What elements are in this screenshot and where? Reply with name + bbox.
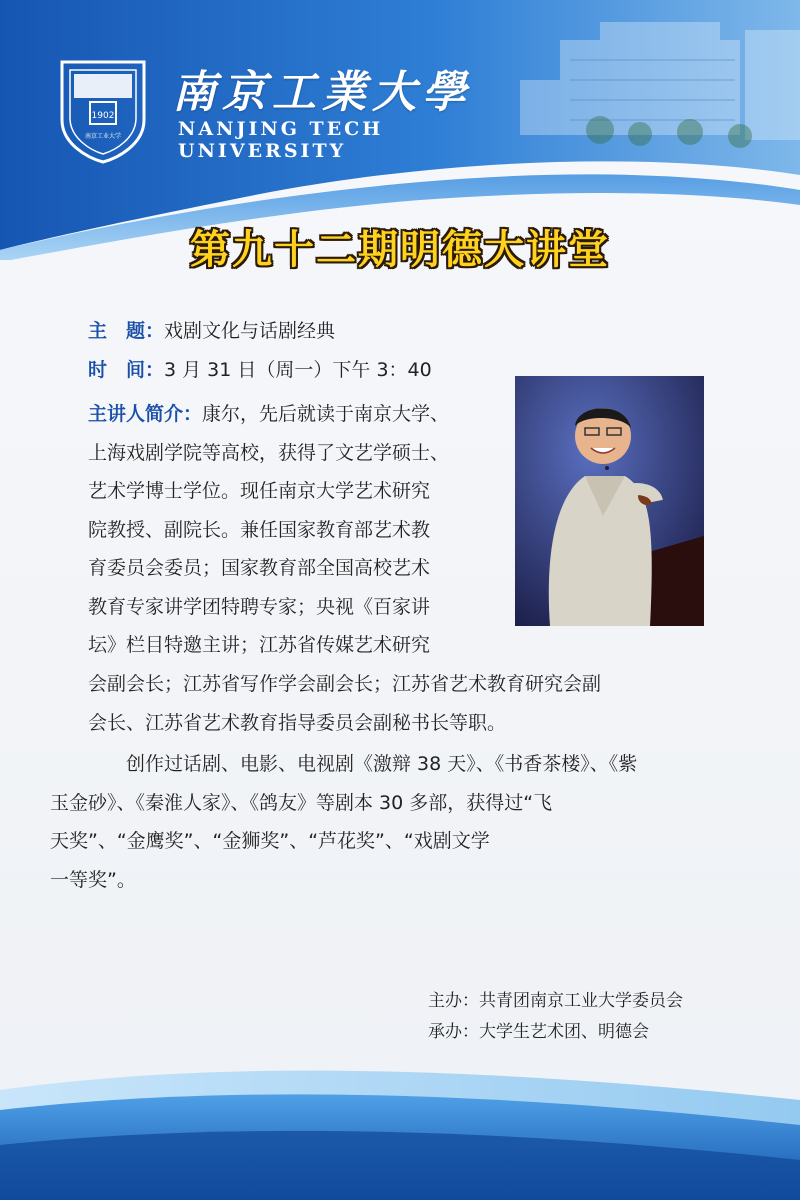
lecture-title: 第九十二期明德大讲堂	[190, 227, 610, 273]
bio-line: 坛》栏目特邀主讲；江苏省传媒艺术研究	[88, 634, 431, 656]
university-emblem-icon	[58, 58, 148, 164]
time-row	[88, 355, 432, 382]
bio-line: 主讲人简介：康尔，先后就读于南京大学、	[88, 403, 450, 425]
time-value: 3 月 31 日（周一）下午 3：40	[164, 359, 432, 381]
footer-background	[0, 1040, 800, 1200]
university-name-cn: 南京工業大學	[172, 67, 472, 118]
bio-line: 上海戏剧学院等高校，获得了文艺学硕士、	[88, 441, 450, 464]
svg-text:南京工业大学: 南京工业大学	[84, 133, 122, 140]
works-line: 一等奖”。	[50, 868, 136, 891]
bio-line: 艺术学博士学位。现任南京大学艺术研究	[88, 480, 431, 502]
bio-line: 育委员会委员；国家教育部全国高校艺术	[88, 557, 431, 579]
bio-line: 会副会长；江苏省写作学会副会长；江苏省艺术教育研究会副	[88, 673, 602, 695]
works-line: 天奖”、“金鹰奖”、“金狮奖”、“芦花奖”、“戏剧文学	[50, 830, 490, 852]
topic-label: 主 题：	[88, 320, 165, 342]
host-organizer: 主办：共青团南京工业大学委员会	[428, 991, 683, 1011]
bio-line: 会长、江苏省艺术教育指导委员会副秘书长等职。	[88, 711, 507, 734]
works-line: 玉金砂》、《秦淮人家》、《鸽友》等剧本 30 多部，获得过“飞	[50, 791, 553, 814]
topic-row	[88, 316, 335, 343]
speaker-photo	[515, 376, 704, 626]
time-label: 时 间：	[88, 359, 165, 381]
co-host-organizer: 承办：大学生艺术团、明德会	[428, 1022, 649, 1042]
speaker-bio	[88, 395, 508, 665]
bio-line: 院教授、副院长。兼任国家教育部艺术教	[88, 518, 431, 541]
topic-value: 戏剧文化与话剧经典	[164, 320, 336, 342]
works-paragraph	[50, 745, 728, 899]
bio-line: 教育专家讲学团特聘专家；央视《百家讲	[88, 595, 431, 618]
speaker-bio-continued	[88, 665, 728, 742]
speaker-label: 主讲人简介：	[88, 403, 203, 425]
university-name-en-line1: NANJING TECH	[178, 118, 384, 140]
university-name-en-line2: UNIVERSITY	[178, 140, 347, 162]
svg-text:1902: 1902	[91, 111, 115, 121]
works-line: 创作过话剧、电影、电视剧《激辩 38 天》、《书香茶楼》、《紫	[126, 753, 638, 775]
